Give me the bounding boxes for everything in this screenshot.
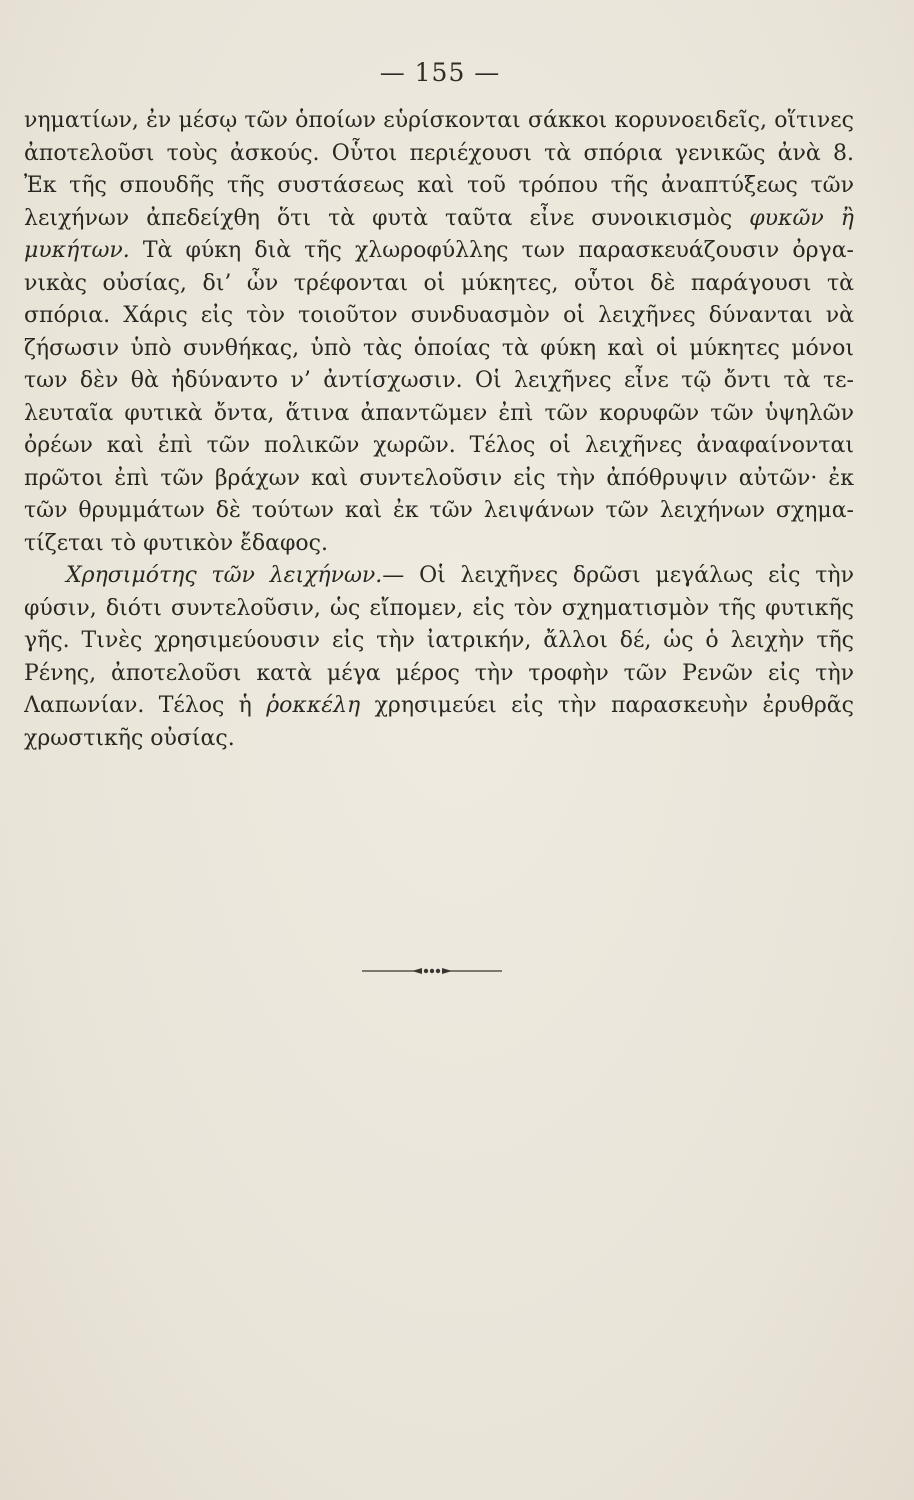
text-line: πρῶτοι ἐπὶ τῶν βράχων καὶ συντελοῦσιν εἰς τὴν ἀπόθρυψιν αὐτῶν· ἐκ	[24, 465, 854, 491]
text-line: νηματίων, ἐν μέσῳ τῶν ὁποίων εὑρίσκονται σάκκοι κορυνοειδεῖς, οἵτινες	[24, 108, 854, 133]
italic-term: φυκῶν ἢ	[749, 205, 854, 231]
text-line: γῆς. Τινὲς χρησιμεύουσιν εἰς τὴν ἰατρικήν, ἄλλοι δέ, ὡς ὁ λειχὴν τῆς	[24, 628, 854, 653]
text-line: τίζεται τὸ φυτικὸν ἔδαφος.	[24, 530, 328, 556]
section-heading: Χρησιμότης τῶν λειχήνων.	[66, 563, 383, 588]
text-line: τῶν θρυμμάτων δὲ τούτων καὶ ἐκ τῶν λειψάνων τῶν λειχήνων σχημα-	[24, 498, 854, 523]
text-line: νικὰς οὐσίας, δι’ ὧν τρέφονται οἱ μύκητες, οὗτοι δὲ παράγουσι τὰ	[24, 270, 854, 296]
text-line: ζήσωσιν ὑπὸ συνθήκας, ὑπὸ τὰς ὁποίας τὰ φύκη καὶ οἱ μύκητες μόνοι	[24, 335, 854, 361]
page-number: — 155 —	[379, 58, 501, 87]
text-line: χρωστικῆς οὐσίας.	[24, 725, 235, 751]
body-text	[24, 105, 854, 755]
text-line: ἀποτελοῦσι τοὺς ἀσκούς. Οὗτοι περιέχουσι τὰ σπόρια γενικῶς ἀνὰ 8.	[24, 140, 854, 166]
italic-term: ῥοκκέλη	[266, 693, 361, 718]
text-line: των δὲν θὰ ἠδύναντο ν’ ἀντίσχωσιν. Οἱ λειχῆνες εἶνε τῷ ὄντι τὰ τε-	[24, 368, 854, 393]
text-line: φύσιν, διότι συντελοῦσιν, ὡς εἴπομεν, εἰς τὸν σχηματισμὸν τῆς φυτικῆς	[24, 595, 854, 621]
section-heading-line: Χρησιμότης τῶν λειχήνων.— Οἱ λειχῆνες δρῶσι μεγάλως εἰς τὴν	[66, 563, 854, 588]
text-line: Ρένης, ἀποτελοῦσι κατὰ μέγα μέρος τὴν τροφὴν τῶν Ρενῶν εἰς τὴν	[24, 660, 854, 686]
text-line: λευταῖα φυτικὰ ὄντα, ἅτινα ἀπαντῶμεν ἐπὶ τῶν κορυφῶν τῶν ὑψηλῶν	[24, 400, 854, 426]
text-line: σπόρια. Χάρις εἰς τὸν τοιοῦτον συνδυασμὸν οἱ λειχῆνες δύνανται νὰ	[24, 303, 854, 328]
text-line: Λαπωνίαν. Τέλος ἡ ῥοκκέλη χρησιμεύει εἰς τὴν παρασκευὴν ἐρυθρᾶς	[24, 693, 854, 718]
ornament-divider	[362, 965, 502, 977]
text-line: μυκήτων. Τὰ φύκη διὰ τῆς χλωροφύλλης των παρασκευάζουσιν ὀργα-	[24, 238, 854, 263]
italic-term: μυκήτων.	[24, 238, 130, 263]
text-line: Ἐκ τῆς σπουδῆς τῆς συστάσεως καὶ τοῦ τρόπου τῆς ἀναπτύξεως τῶν	[24, 173, 854, 198]
text-line: ὀρέων καὶ ἐπὶ τῶν πολικῶν χωρῶν. Τέλος οἱ λειχῆνες ἀναφαίνονται	[24, 433, 854, 458]
text-line: λειχήνων ἀπεδείχθη ὅτι τὰ φυτὰ ταῦτα εἶνε συνοικισμὸς φυκῶν ἢ	[24, 205, 854, 231]
